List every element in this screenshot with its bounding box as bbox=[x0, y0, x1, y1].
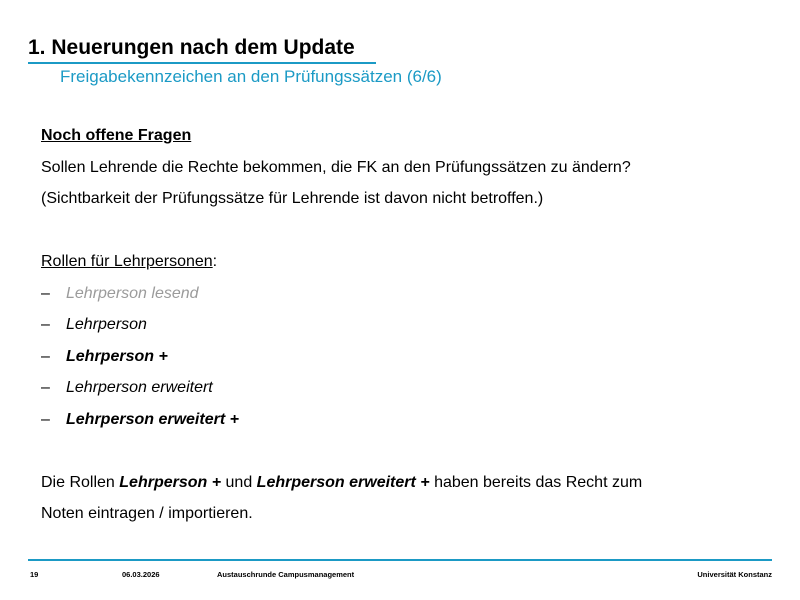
role-label: Lehrperson erweitert + bbox=[66, 410, 239, 428]
roles-heading-line bbox=[41, 246, 761, 278]
conclusion-line-2: Noten eintragen / importieren. bbox=[41, 505, 253, 522]
bullet-dash: – bbox=[41, 347, 50, 365]
footer-page-number: 19 bbox=[30, 570, 39, 579]
role-item-lehrperson-plus bbox=[41, 341, 761, 373]
role-item-lehrperson-lesend bbox=[41, 278, 761, 310]
role-item-lehrperson-erweitert-plus bbox=[41, 404, 761, 436]
bullet-dash: – bbox=[41, 379, 50, 396]
title-underline bbox=[28, 62, 376, 64]
slide-subtitle: Freigabekennzeichen an den Prüfungssätzen (6/6) bbox=[60, 67, 442, 86]
role-label: Lehrperson lesend bbox=[66, 284, 199, 302]
role-item-lehrperson-erweitert bbox=[41, 372, 761, 404]
role-label: Lehrperson + bbox=[66, 347, 168, 365]
footer-institution: Universität Konstanz bbox=[697, 570, 772, 579]
conclusion-role-1: Lehrperson + bbox=[119, 473, 222, 491]
open-questions-heading: Noch offene Fragen bbox=[41, 127, 192, 144]
question-text: Sollen Lehrende die Rechte bekommen, die FK an den Prüfungssätzen zu ändern? bbox=[41, 158, 631, 176]
role-item-lehrperson bbox=[41, 309, 761, 341]
spacer bbox=[41, 435, 761, 467]
bullet-dash: – bbox=[41, 410, 50, 428]
role-label: Lehrperson bbox=[66, 316, 147, 333]
roles-heading-colon: : bbox=[212, 253, 218, 270]
bullet-dash: – bbox=[41, 284, 50, 302]
conclusion-role-2: Lehrperson erweitert + bbox=[256, 473, 430, 491]
footer-topic: Austauschrunde Campusmanagement bbox=[217, 570, 355, 579]
visibility-note: (Sichtbarkeit der Prüfungssätze für Lehrende ist davon nicht betroffen.) bbox=[41, 190, 544, 207]
conclusion-suffix: haben bereits das Recht zum bbox=[429, 473, 643, 491]
conclusion-prefix: Die Rollen bbox=[41, 473, 120, 491]
slide-title: 1. Neuerungen nach dem Update bbox=[28, 36, 355, 59]
roles-heading: Rollen für Lehrpersonen bbox=[41, 253, 213, 270]
spacer bbox=[41, 215, 761, 247]
footer-rule bbox=[28, 559, 772, 561]
conclusion-middle: und bbox=[221, 473, 257, 491]
conclusion-line-1 bbox=[41, 467, 761, 499]
role-label: Lehrperson erweitert bbox=[66, 379, 213, 396]
slide-content bbox=[41, 120, 761, 530]
bullet-dash: – bbox=[41, 316, 50, 333]
footer-date: 06.03.2026 bbox=[122, 570, 160, 579]
